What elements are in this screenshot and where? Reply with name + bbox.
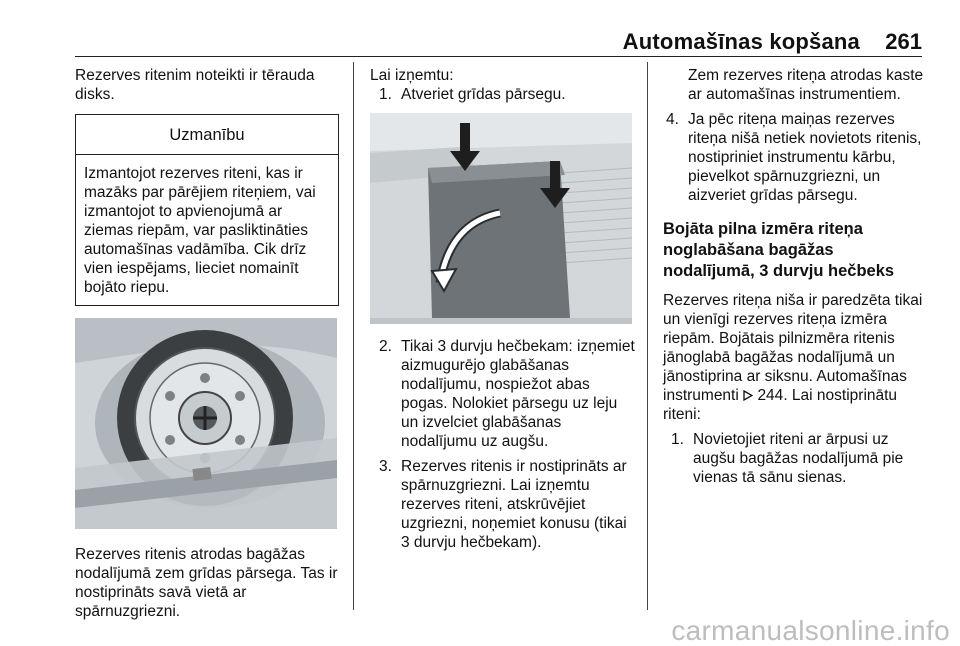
list-item: 4. Ja pēc riteņa maiņas rezerves riteņa nišā netiek novietots ritenis, nostipriniet instrumentu kārbu, pievelkot spārnuzgriezni, un aizveriet grīdas pārsegu. xyxy=(666,111,922,204)
removal-steps-b xyxy=(370,337,638,552)
page-number: 261 xyxy=(885,29,922,54)
caution-text: Izmantojot rezerves riteni, kas ir mazāks par pārējiem riteņiem, vai izmantojot to apvienojumā ar ziemas riepām, var pasliktināties automašīnas vadāmība. Cik drīz vien iespējams, lieciet nomainīt bojāto riepu. xyxy=(84,165,316,296)
stowing-steps xyxy=(663,430,929,487)
right-column xyxy=(663,66,929,487)
watermark: carmanualsonline.info xyxy=(671,615,950,646)
step3-continued: Zem rezerves riteņa atrodas kaste ar automašīnas instrumentiem. xyxy=(688,67,924,103)
column-divider-2 xyxy=(647,62,648,610)
removal-lead: Lai izņemtu: xyxy=(370,67,454,84)
list-item: 2. Tikai 3 durvju hečbekam: izņemiet aizmugurējo glabāšanas nodalījumu, nospiežot abas pogas. Nolokiet pārsegu uz leju un izvelciet glabāšanas nodalījumu uz augšu. xyxy=(379,338,635,450)
floor-cover-figure xyxy=(370,113,632,324)
intro-text: Rezerves ritenim noteikti ir tērauda disks. xyxy=(75,67,315,103)
header-rule xyxy=(75,56,922,57)
spare-wheel-figure xyxy=(75,318,337,529)
page-header-title: Automašīnas kopšana xyxy=(622,29,860,54)
spare-wheel-illustration xyxy=(75,318,337,529)
caution-title: Uzmanību xyxy=(76,115,338,155)
page-reference[interactable]: 244 xyxy=(757,387,784,404)
list-item: 1. Novietojiet riteni ar ārpusi uz augšu bagāžas nodalījumā pie vienas tā sānu sienas. xyxy=(671,431,904,486)
left-column xyxy=(75,66,339,621)
figure-caption: Rezerves ritenis atrodas bagāžas nodalījumā zem grīdas pārsega. Tas ir nostiprināts savā vietā ar spārnuzgriezni. xyxy=(75,546,338,620)
column-divider-1 xyxy=(353,62,354,610)
page-reference-icon xyxy=(743,387,753,404)
middle-column xyxy=(370,66,638,552)
section-body: Rezerves riteņa niša ir paredzēta tikai un vienīgi rezerves riteņa izmēra riepām. Bojātais pilnizmēra ritenis jānoglabā bagāžas nodalījumā un jānostiprina ar siksnu. Automašīnas instrumenti 244. Lai nostiprinātu riteni: xyxy=(663,292,923,423)
list-item: 3. Rezerves ritenis ir nostiprināts ar spārnuzgriezni. Lai izņemtu rezerves riteni, atskrūvējiet uzgriezni, noņemiet konusu (tikai 3 durvju hečbekam). xyxy=(379,458,627,551)
floor-cover-illustration xyxy=(370,113,632,324)
section-heading: Bojāta pilna izmēra riteņa noglabāšana bagāžas nodalījumā, 3 durvju hečbeks xyxy=(663,220,895,280)
list-item: 1. Atveriet grīdas pārsegu. xyxy=(379,86,566,103)
removal-steps-c xyxy=(663,110,929,205)
caution-box xyxy=(75,114,339,306)
removal-steps-a xyxy=(370,85,638,104)
